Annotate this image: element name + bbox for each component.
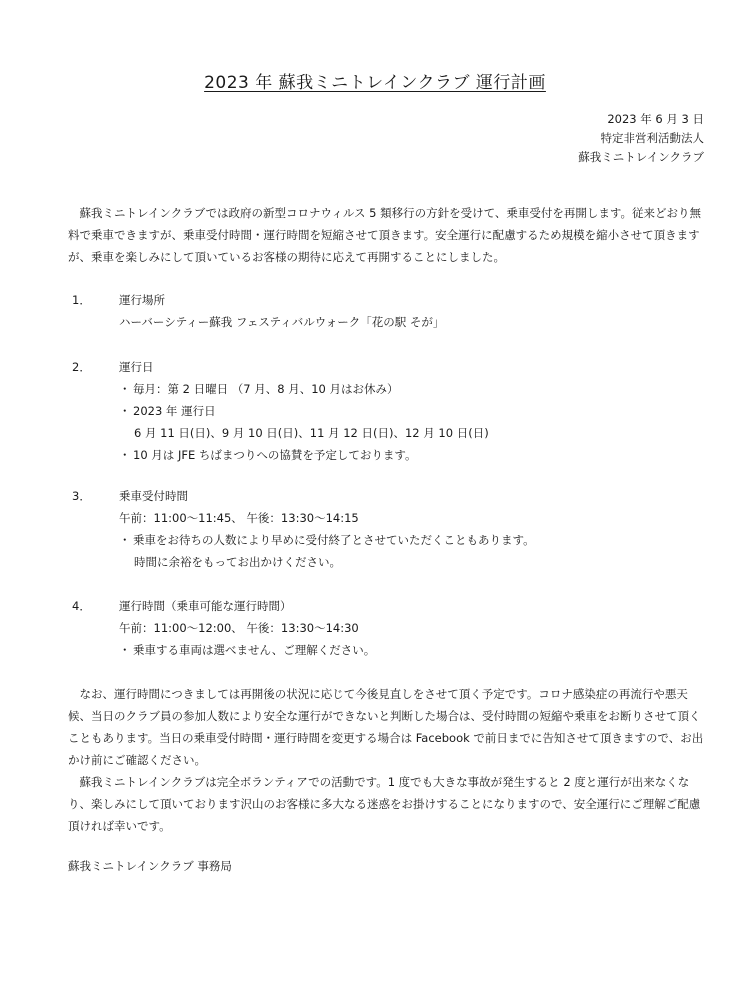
intro-text: 蘇我ミニトレインクラブでは政府の新型コロナウィルス 5 類移行の方針を受けて、乗車受付を再開します。従来どおり無料で乗車できますが、乗車受付時間・運行時間を短縮させて頂きます。安全運行に配慮するため規模を縮小させて頂きますが、乗車を楽しみにして頂いているお客様の期待に応えて再開することにしました。 (68, 206, 701, 264)
section-number: 4． (72, 599, 91, 613)
bullet-glyph: ・ (119, 533, 131, 547)
list-item (68, 400, 708, 422)
section-heading: 運行時間（乗車可能な運行時間） (119, 599, 292, 613)
section-number: 1． (72, 293, 91, 307)
document-meta (578, 110, 704, 167)
closing-text-1: なお、運行時間につきましては再開後の状況に応じて今後見直しをさせて頂く予定です。コロナ感染症の再流行や悪天候、当日のクラブ員の参加人数により安全な運行ができないと判断した場合は、受付時間の短縮や乗車をお断りさせて頂くこともあります。当日の乗車受付時間・運行時間を変更する場合は Facebook で前日までに告知させて頂きますので、お出かけ前にご確認ください。 (68, 687, 704, 767)
org-type: 特定非営利活動法人 (600, 131, 704, 145)
list-item (68, 639, 708, 661)
list-item (68, 444, 708, 466)
bullet-glyph: ・ (119, 448, 131, 462)
issue-date: 2023 年 6 月 3 日 (607, 112, 704, 126)
closing-paragraph-2 (68, 771, 708, 837)
document-title (0, 68, 750, 93)
section-reception-hours (68, 485, 708, 573)
section-dates (68, 356, 708, 466)
closing-text-2: 蘇我ミニトレインクラブは完全ボランティアでの活動です。1 度でも大きな事故が発生すると 2 度と運行が出来なくなり、楽しみにして頂いております沢山のお客様に多大なる迷惑をお掛けすることになりますので、安全運行にご理解ご配慮頂ければ幸いです。 (68, 775, 701, 833)
bullet-glyph: ・ (119, 404, 131, 418)
reception-note: 乗車をお待ちの人数により早めに受付終了とさせていただくこともあります。 (133, 533, 535, 547)
intro-paragraph (68, 202, 708, 268)
year-dates-label: 2023 年 運行日 (133, 404, 216, 418)
org-name: 蘇我ミニトレインクラブ (578, 150, 704, 164)
section-operation-hours (68, 595, 708, 661)
bullet-glyph: ・ (119, 382, 131, 396)
monthly-schedule: 毎月：第 2 日曜日 （7 月、8 月、10 月はお休み） (133, 382, 399, 396)
vehicle-note: 乗車する車両は選べません、ご理解ください。 (133, 643, 376, 657)
document-title-text: 2023 年 蘇我ミニトレインクラブ 運行計画 (204, 73, 546, 93)
closing-paragraph-1 (68, 683, 708, 771)
section-number: 3． (72, 489, 91, 503)
venue-text: ハーバーシティー蘇我 フェスティバルウォーク「花の駅 そが」 (119, 315, 445, 329)
section-number: 2． (72, 360, 91, 374)
list-item (68, 529, 708, 551)
year-dates-detail: 6 月 11 日(日)、9 月 10 日(日)、11 月 12 日(日)、12 月 10 日(日) (134, 426, 489, 440)
footer-signature: 蘇我ミニトレインクラブ 事務局 (68, 859, 232, 873)
october-note: 10 月は JFE ちばまつりへの協賛を予定しております。 (133, 448, 417, 462)
bullet-glyph: ・ (119, 643, 131, 657)
reception-note-cont: 時間に余裕をもってお出かけください。 (134, 555, 341, 569)
section-heading: 運行場所 (119, 293, 165, 307)
list-item (68, 378, 708, 400)
section-heading: 乗車受付時間 (119, 489, 188, 503)
reception-time: 午前：11:00～11:45、 午後：13:30～14:15 (119, 511, 359, 525)
operation-time: 午前：11:00～12:00、 午後：13:30～14:30 (119, 621, 359, 635)
section-heading: 運行日 (119, 360, 154, 374)
section-venue (68, 289, 708, 333)
